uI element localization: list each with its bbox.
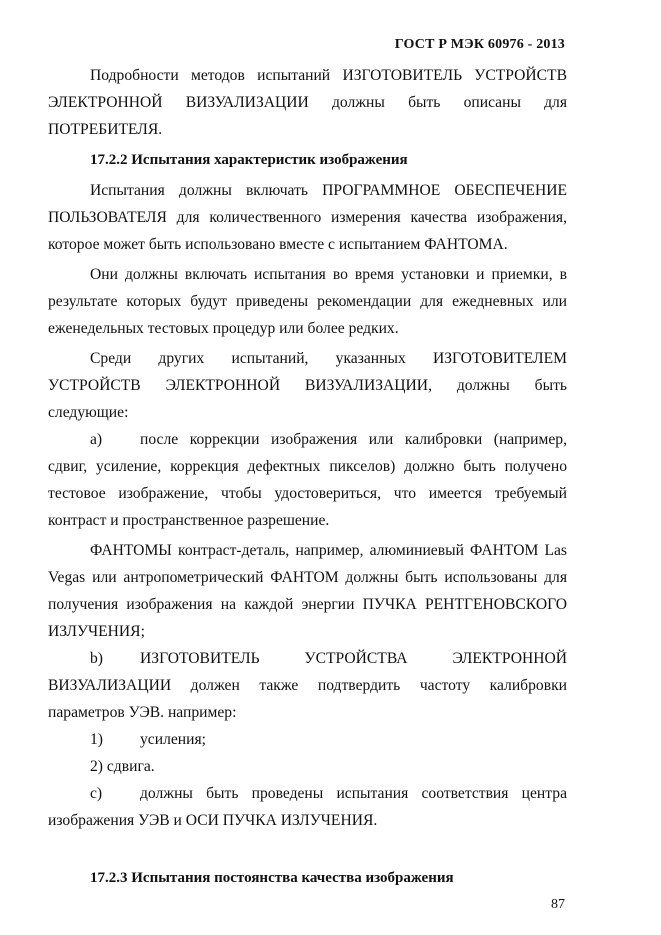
list-marker-1: 1) [90, 731, 103, 748]
section-heading-17-2-2: 17.2.2 Испытания характеристик изображения [90, 152, 408, 168]
document-id-header: ГОСТ Р МЭК 60976 - 2013 [394, 37, 565, 52]
paragraph-tests-include: Испытания должны включать ПРОГРАММНОЕ ОБЕСПЕЧЕНИЕ ПОЛЬЗОВАТЕЛЯ для количественного измерения качества изображения, которое может быть использовано вместе с испытанием ФАНТОМА. [48, 182, 567, 253]
list-item-a [48, 426, 567, 534]
paragraph-methods-details: Подробности методов испытаний ИЗГОТОВИТЕЛЬ УСТРОЙСТВ ЭЛЕКТРОННОЙ ВИЗУАЛИЗАЦИИ должны быть описаны для ПОТРЕБИТЕЛЯ. [48, 67, 567, 138]
list-marker-b: b) [90, 650, 103, 667]
list-item-c [48, 780, 567, 834]
list-item-1-text: усиления; [140, 731, 206, 748]
paragraph-phantoms: ФАНТОМЫ контраст-деталь, например, алюминиевый ФАНТОМ Las Vegas или антропометрический ФАНТОМ должны быть использованы для получения изображения на каждой энергии ПУЧКА РЕНТГЕНОВСКОГО ИЗЛУЧЕНИЯ; [48, 542, 567, 640]
section-heading-17-2-3: 17.2.3 Испытания постоянства качества изображения [90, 870, 454, 886]
list-marker-a: a) [90, 431, 103, 448]
list-item-2: 2) сдвига. [90, 758, 155, 775]
list-item-1 [48, 726, 567, 753]
paragraph-other-tests: Среди других испытаний, указанных ИЗГОТОВИТЕЛЕМ УСТРОЙСТВ ЭЛЕКТРОННОЙ ВИЗУАЛИЗАЦИИ, должны быть следующие: [48, 350, 567, 421]
list-marker-c: c) [90, 785, 103, 802]
document-body [48, 62, 567, 892]
list-item-a-text: после коррекции изображения или калибровки (например, сдвиг, усиление, коррекция дефектных пикселов) должно быть получено тестовое изображение, чтобы удостовериться, что имеется требуемый контраст и пространственное разрешение. [48, 431, 567, 529]
list-item-b [48, 645, 567, 726]
list-item-b-text: ИЗГОТОВИТЕЛЬ УСТРОЙСТВА ЭЛЕКТРОННОЙ ВИЗУАЛИЗАЦИИ должен также подтвердить частоту калибровки параметров УЭВ. например: [48, 650, 567, 721]
list-item-c-text: должны быть проведены испытания соответствия центра изображения УЭВ и ОСИ ПУЧКА ИЗЛУЧЕНИЯ. [48, 785, 567, 829]
page-number: 87 [551, 897, 565, 912]
paragraph-installation-tests: Они должны включать испытания во время установки и приемки, в результате которых будут приведены рекомендации для ежедневных или еженедельных тестовых процедур или более редких. [48, 266, 567, 337]
